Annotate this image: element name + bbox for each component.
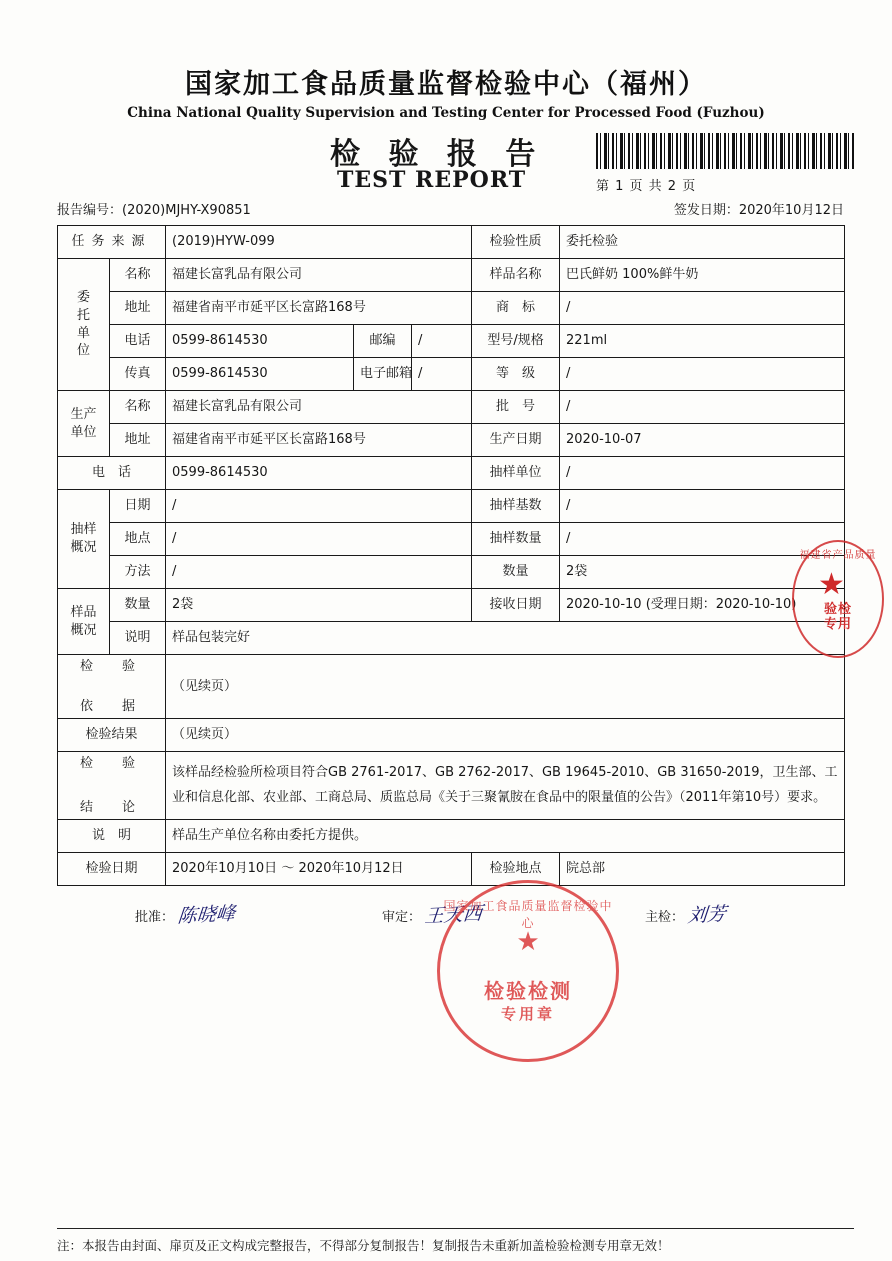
- client-address-value: 福建省南平市延平区长富路168号: [166, 292, 472, 325]
- sampling-place-value: /: [166, 523, 472, 556]
- report-title-block: [0, 127, 892, 197]
- basis-value: （见续页）: [166, 655, 845, 719]
- basis-label: 检 验 依 据: [58, 655, 166, 719]
- client-tel-value: 0599-8614530: [166, 325, 354, 358]
- star-icon: ★: [516, 927, 540, 957]
- client-address-label: 地址: [110, 292, 166, 325]
- round-stamp-line1: 检验检测: [484, 979, 572, 1003]
- round-stamp-top-text: 国家加工食品质量监督检验中心: [443, 899, 613, 930]
- table-row: [58, 820, 845, 853]
- sampling-method-value: /: [166, 556, 472, 589]
- sample-qty-value: 2袋: [560, 556, 845, 589]
- table-row: [58, 853, 845, 886]
- batch-label: 批 号: [472, 391, 560, 424]
- explain-label: 说 明: [58, 820, 166, 853]
- table-row: [58, 259, 845, 292]
- producer-address-value: 福建省南平市延平区长富路168号: [166, 424, 472, 457]
- inspect-nature-value: 委托检验: [560, 226, 845, 259]
- client-name-label: 名称: [110, 259, 166, 292]
- client-zip-value: /: [412, 325, 472, 358]
- table-row: [58, 622, 845, 655]
- producer-name-label: 名称: [110, 391, 166, 424]
- sampling-unit-label: 抽样单位: [472, 457, 560, 490]
- issue-date-label: 签发日期：: [673, 203, 739, 218]
- conclusion-value: 该样品经检验所检项目符合GB 2761-2017、GB 2762-2017、GB 19645-2010、GB 31650-2019，卫生部、工业和信息化部、农业部、工商总局、质监总局《关于三聚氰胺在食品中的限量值的公告》（2011年第10号）要求。: [166, 752, 845, 820]
- approve-signature: [135, 900, 235, 927]
- footnote: 注：本报告由封面、扉页及正文构成完整报告，不得部分复制报告！复制报告未重新加盖检验检测专用章无效！: [57, 1228, 854, 1254]
- stamp-arc-text: 福建省产品质量: [799, 550, 877, 561]
- approve-label: 批准：: [135, 910, 175, 926]
- chief-label: 主检：: [645, 910, 685, 926]
- producer-address-label: 地址: [110, 424, 166, 457]
- star-icon: ★: [818, 567, 845, 602]
- batch-value: /: [560, 391, 845, 424]
- client-tel-label: 电话: [110, 325, 166, 358]
- chief-signature-text: 刘芳: [686, 903, 728, 928]
- client-fax-label: 传真: [110, 358, 166, 391]
- prod-date-label: 生产日期: [472, 424, 560, 457]
- round-stamp-line2: 专用章: [500, 1005, 555, 1023]
- sample-desc-label: 说明: [110, 622, 166, 655]
- brand-label: 商 标: [472, 292, 560, 325]
- inspect-date-value: 2020年10月10日 ～ 2020年10月12日: [166, 853, 472, 886]
- producer-tel-value: 0599-8614530: [166, 457, 472, 490]
- table-row: [58, 325, 845, 358]
- table-row: [58, 292, 845, 325]
- receive-date-label: 接收日期: [472, 589, 560, 622]
- review-signature: [382, 900, 482, 927]
- table-row: [58, 490, 845, 523]
- sample-name-label: 样品名称: [472, 259, 560, 292]
- table-row: [58, 719, 845, 752]
- page-indicator: 第 1 页 共 2 页: [596, 179, 697, 194]
- table-row: [58, 523, 845, 556]
- grade-label: 等 级: [472, 358, 560, 391]
- inspect-nature-label: 检验性质: [472, 226, 560, 259]
- issue-date-value: 2020年10月12日: [738, 203, 844, 218]
- prod-date-value: 2020-10-07: [560, 424, 845, 457]
- document-header: [0, 0, 892, 121]
- report-meta: [0, 199, 892, 225]
- sampling-place-label: 地点: [110, 523, 166, 556]
- client-fax-value: 0599-8614530: [166, 358, 354, 391]
- producer-section-label: 生产 单位: [58, 391, 110, 457]
- sample-overview-qty-value: 2袋: [166, 589, 472, 622]
- task-source-value: (2019)HYW-099: [166, 226, 472, 259]
- client-zip-label: 邮编: [354, 325, 412, 358]
- model-value: 221ml: [560, 325, 845, 358]
- signature-row: [57, 886, 844, 934]
- barcode-icon: [596, 133, 854, 169]
- sampling-section-label: 抽样 概况: [58, 490, 110, 589]
- sampling-method-label: 方法: [110, 556, 166, 589]
- task-source-label: 任务来源: [58, 226, 166, 259]
- client-email-value: /: [412, 358, 472, 391]
- sampling-unit-value: /: [560, 457, 845, 490]
- result-label: 检验结果: [58, 719, 166, 752]
- sampling-base-value: /: [560, 490, 845, 523]
- brand-value: /: [560, 292, 845, 325]
- review-signature-text: 王天西: [423, 902, 484, 928]
- chief-signature: [645, 900, 726, 927]
- model-label: 型号/规格: [472, 325, 560, 358]
- report-title-cn: 检 验 报 告: [330, 137, 545, 172]
- grade-value: /: [560, 358, 845, 391]
- issue-date: [674, 199, 844, 218]
- sample-desc-value: 样品包装完好: [166, 622, 845, 655]
- receive-date-value: 2020-10-10 (受理日期：2020-10-10): [560, 589, 845, 622]
- table-row: [58, 226, 845, 259]
- sampling-base-label: 抽样基数: [472, 490, 560, 523]
- stamp-center-text: 验检 专用: [823, 602, 852, 632]
- table-row: [58, 424, 845, 457]
- conclusion-label: 检 验 结 论: [58, 752, 166, 820]
- sample-overview-qty-label: 数量: [110, 589, 166, 622]
- table-row: [58, 358, 845, 391]
- center-name-cn: 国家加工食品质量监督检验中心（福州）: [185, 69, 707, 100]
- sampling-date-label: 日期: [110, 490, 166, 523]
- sampling-qty-value: /: [560, 523, 845, 556]
- client-section-label: 委 托 单 位: [58, 259, 110, 391]
- inspect-place-value: 院总部: [560, 853, 845, 886]
- report-number-label: 报告编号：: [57, 203, 123, 218]
- result-value: （见续页）: [166, 719, 845, 752]
- sample-overview-label: 样品 概况: [58, 589, 110, 655]
- table-row: [58, 457, 845, 490]
- report-table: [57, 225, 845, 886]
- producer-name-value: 福建长富乳品有限公司: [166, 391, 472, 424]
- table-row: [58, 655, 845, 719]
- client-email-label: 电子邮箱: [354, 358, 412, 391]
- inspect-date-label: 检验日期: [58, 853, 166, 886]
- report-number: [57, 199, 251, 218]
- sampling-qty-label: 抽样数量: [472, 523, 560, 556]
- client-name-value: 福建长富乳品有限公司: [166, 259, 472, 292]
- center-name-en: China National Quality Supervision and Testing Center for Processed Food (Fuzhou): [127, 105, 765, 121]
- sampling-date-value: /: [166, 490, 472, 523]
- table-row: [58, 391, 845, 424]
- explain-value: 样品生产单位名称由委托方提供。: [166, 820, 845, 853]
- report-title-en: TEST REPORT: [337, 167, 527, 193]
- inspect-place-label: 检验地点: [472, 853, 560, 886]
- sample-name-value: 巴氏鲜奶 100%鲜牛奶: [560, 259, 845, 292]
- report-number-value: (2020)MJHY-X90851: [122, 203, 251, 218]
- review-label: 审定：: [382, 910, 422, 926]
- producer-tel-label: 电 话: [58, 457, 166, 490]
- table-row: [58, 752, 845, 820]
- sample-qty-label: 数量: [472, 556, 560, 589]
- table-row: [58, 589, 845, 622]
- table-row: [58, 556, 845, 589]
- approve-signature-text: 陈晓峰: [176, 902, 237, 928]
